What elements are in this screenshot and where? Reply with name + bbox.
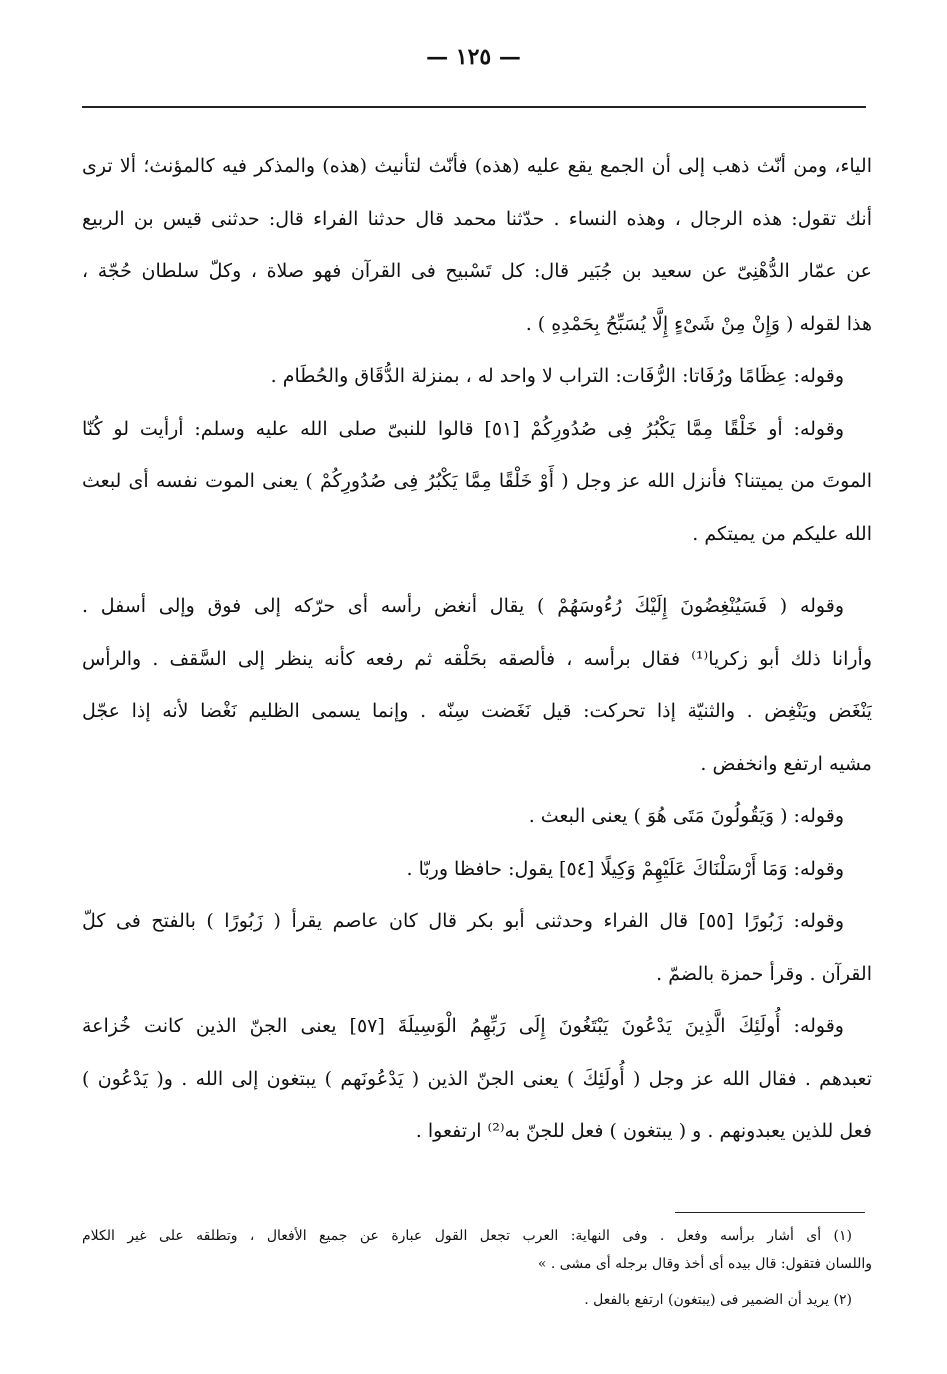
text-line: وقوله ( فَسَيُنْغِضُونَ إِلَيْكَ رُءُوسَهُمْ ) يقال أنغض رأسه أى حرّكه إلى فوق وإلى أسفل .: [82, 595, 844, 617]
main-text: [82, 140, 872, 1158]
footnote-line: (٢) يريد أن الضمير فى (يبتغون) ارتفع بالفعل .: [584, 1292, 852, 1308]
text-line: الياء، ومن أنّث ذهب إلى أن الجمع يقع عليه (هذه) فأنّث لتأنيث (هذه) والمذكر فيه كالمؤنث؛ ألا ترى: [82, 155, 872, 177]
text-line: الموتَ من يميتنا؟ فأنزل الله عز وجل ( أَوْ خَلْقًا مِمَّا يَكْبُرُ فِى صُدُورِكُمْ ) يعنى الموت نفسه أى لبعث: [82, 470, 872, 492]
text-line: وقوله: وَمَا أَرْسَلْنَاكَ عَلَيْهِمْ وَكِيلًا [٥٤] يقول: حافظا وربّا .: [406, 857, 844, 880]
text-line: أنك تقول: هذه الرجال ، وهذه النساء . حدّثنا محمد قال حدثنا الفراء قال: حدثنى قيس بن الربيع: [82, 207, 872, 230]
text-line: مشيه ارتفع وانخفض .: [700, 752, 872, 775]
text-line: هذا لقوله ( وَإِنْ مِنْ شَىْءٍ إِلَّا يُسَبِّحُ بِحَمْدِهِ ) .: [525, 312, 872, 335]
text-line: فعل للذين يعبدونهم . و ( يبتغون ) فعل للجنّ به⁽²⁾ ارتفعوا .: [415, 1120, 872, 1142]
footnote-line: (١) أى أشار برأسه وفعل . وفى النهاية: العرب تجعل القول عبارة عن جميع الأفعال ، وتطلقه على غير الكلام: [82, 1228, 852, 1244]
text-line: وقوله: أو خَلْقًا مِمَّا يَكْبُرُ فِى صُدُورِكُمْ [٥١] قالوا للنبىّ صلى الله عليه وسلم: أرأيت لو كُنّا: [82, 417, 844, 440]
text-line: وقوله: زَبُورًا [٥٥] قال الفراء وحدثنى أبو بكر قال كان عاصم يقرأ ( زَبُورًا ) بالفتح فى كلّ: [82, 910, 844, 932]
text-line: عن عمّار الدُّهْنِىّ عن سعيد بن جُبَير قال: كل تَسْبيح فى القرآن فهو صلاة ، وكلّ سلطان حُجّة ،: [82, 260, 872, 282]
text-line: يَنْغَض ويَنْغِض . والثنيّة إذا تحركت: قيل نَغَضت سِنّه . وإنما يسمى الظليم نَغْضا لأنه إذا عجّل: [82, 700, 872, 722]
text-line: وأرانا ذلك أبو زكريا⁽¹⁾ فقال برأسه ، فألصقه بحَلْقه ثم رفعه كأنه ينظر إلى السَّقف . والرأس: [82, 647, 872, 670]
text-line: وقوله: أُولَئِكَ الَّذِينَ يَدْعُونَ يَبْتَغُونَ إِلَى رَبِّهِمُ الْوَسِيلَةَ [٥٧] يعنى الجنّ الذين كانت خُزاعة: [82, 1015, 844, 1037]
text-line: وقوله: عِظَامًا ورُفَاتا: الرُّفَات: التراب لا واحد له ، بمنزلة الدُّقَاق والحُطَام .: [270, 365, 844, 387]
paragraph-gap: [82, 560, 872, 580]
footnote-line: واللسان فتقول: قال بيده أى أخذ وقال برجله أى مشى . »: [537, 1256, 872, 1272]
footnotes: [82, 1222, 872, 1314]
text-line: وقوله: ( وَيَقُولُونَ مَتَى هُوَ ) يعنى البعث .: [528, 805, 844, 827]
page-number: — ١٢٥ —: [426, 44, 521, 70]
footnote-gap: [82, 1278, 872, 1286]
text-line: تعبدهم . فقال الله عز وجل ( أُولَئِكَ ) يعنى الجنّ الذين ( يَدْعُونَهم ) يبتغون إلى الله . و( يَدْعُون ): [82, 1067, 872, 1090]
text-line: الله عليكم من يميتكم .: [692, 522, 872, 545]
footnote-rule: [675, 1212, 865, 1213]
header-rule: [82, 106, 866, 108]
text-line: القرآن . وقرأ حمزة بالضمّ .: [656, 962, 872, 985]
